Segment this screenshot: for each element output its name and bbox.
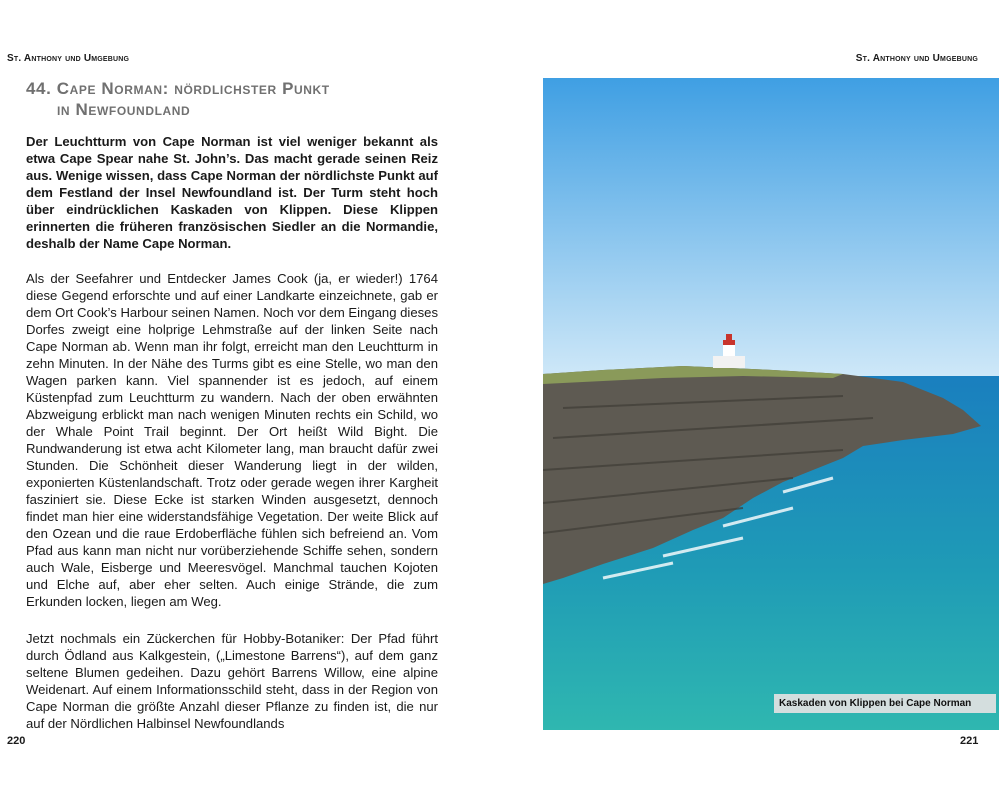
cape-norman-illustration xyxy=(543,78,999,730)
running-head-left: St. Anthony und Umgebung xyxy=(7,53,130,64)
chapter-title xyxy=(26,78,526,120)
page-number-right: 221 xyxy=(960,735,979,747)
body-paragraph-1: Als der Seefahrer und Entdecker James Cook (ja, er wieder!) 1764 diese Gegend erforschte und auf einer Landkarte einzeichnete, gab er dem Ort Cook’s Harbour seinen Namen. Noch vor dem Eingang dieses Dorfes zweigt eine holprige Lehmstraße auf der linken Seite nach Cape Norman ab. Wenn man ihr folgt, erreicht man den Leuchtturm in zehn Minuten. In der Nähe des Turms gibt es eine Stelle, wo man den Wagen parken kann. Viel spannender ist es jedoch, auf einem Küstenpfad zum Leuchtturm zu wandern. Nach der oben erwähnten Abzweigung erblickt man nach wenigen Minuten rechts ein Schild, wo der Whale Point Trail beginnt. Der Ort heißt Wild Bight. Die Rundwanderung ist etwa acht Kilometer lang, man braucht dafür zwei Stunden. Die Schönheit dieser Wanderung liegt in der wilden, exponierten Küstenlandschaft. Trotz oder gerade wegen ihrer Kargheit fasziniert sie. Diese Ecke ist starken Winden ausgesetzt, dennoch findet man hier eine widerstandsfähige Vegetation. Der weite Blick auf den Ozean und die raue Erdoberfläche fühlen sich befreiend an. Vom Pfad aus kann man nicht nur vorüberziehende Schiffe sehen, sondern auch Wale, Eisberge und Meeresvögel. Manchmal tauchen Kojoten und Elche auf, aber eher selten. Auch einige Strände, die zum Erkunden locken, liegen am Weg. xyxy=(26,271,438,609)
body-paragraph-2: Jetzt nochmals ein Zückerchen für Hobby-Botaniker: Der Pfad führt durch Ödland aus Kalkgestein, („Limestone Barrens“), auf dem ganz seltene Blumen gedeihen. Dazu gehört Barrens Willow, eine alpine Weidenart. Auf einem Informationsschild steht, dass in der Region von Cape Norman die größte Anzahl dieser Pflanze zu finden ist, die nur auf der Nördlichen Halbinsel Newfoundlands xyxy=(26,631,438,731)
chapter-title-line2: in Newfoundland xyxy=(57,100,191,119)
sky xyxy=(543,78,999,378)
page-number-left: 220 xyxy=(7,735,26,747)
photo-caption: Kaskaden von Klippen bei Cape Norman xyxy=(774,694,996,713)
chapter-title-line1: 44. Cape Norman: nördlichster Punkt xyxy=(26,79,330,98)
cape-norman-photo xyxy=(543,78,999,730)
running-head-right: St. Anthony und Umgebung xyxy=(855,53,978,64)
lead-paragraph: Der Leuchtturm von Cape Norman ist viel weniger bekannt als etwa Cape Spear nahe St. John’s. Das macht gerade seinen Reiz aus. Wenige wissen, dass Cape Norman der nördlichste Punkt auf dem Festland der Insel Newfoundland ist. Der Turm steht hoch über eindrücklichen Kaskaden von Klippen. Diese Klippen erinnerten die früheren französischen Siedler an die Normandie, deshalb der Name Cape Norman. xyxy=(26,134,438,251)
